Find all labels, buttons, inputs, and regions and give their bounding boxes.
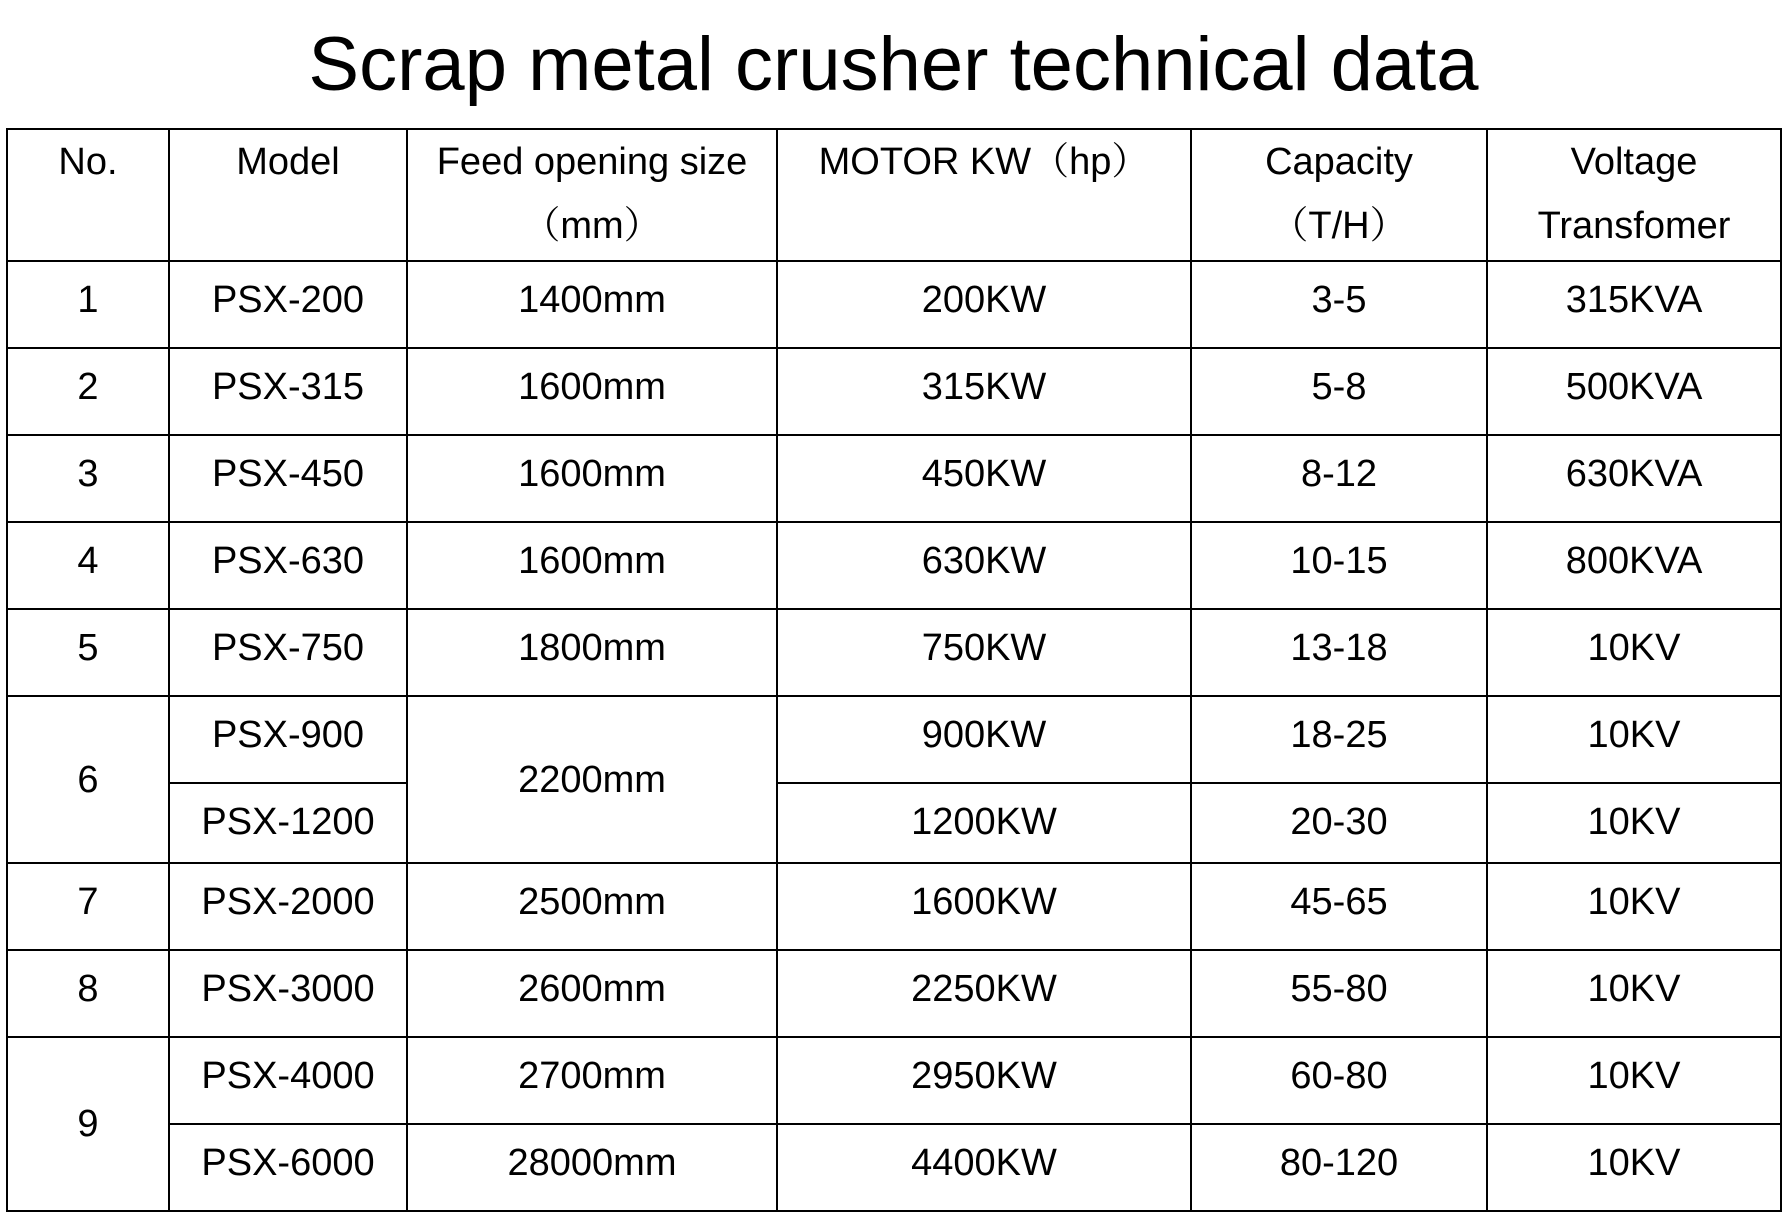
header-capacity xyxy=(1191,129,1487,261)
cell-capacity: 60-80 xyxy=(1191,1037,1487,1124)
header-row xyxy=(7,129,1781,261)
cell-motor: 200KW xyxy=(777,261,1191,348)
header-feed-opening-size xyxy=(407,129,777,261)
cell-no: 6 xyxy=(7,696,169,863)
cell-voltage: 10KV xyxy=(1487,609,1781,696)
cell-voltage: 315KVA xyxy=(1487,261,1781,348)
cell-motor: 900KW xyxy=(777,696,1191,783)
table-row xyxy=(7,348,1781,435)
header-voltage xyxy=(1487,129,1781,261)
cell-model: PSX-315 xyxy=(169,348,407,435)
cell-model: PSX-6000 xyxy=(169,1124,407,1211)
cell-model: PSX-900 xyxy=(169,696,407,783)
cell-feed: 1800mm xyxy=(407,609,777,696)
cell-no: 2 xyxy=(7,348,169,435)
cell-capacity: 5-8 xyxy=(1191,348,1487,435)
cell-motor: 2950KW xyxy=(777,1037,1191,1124)
cell-no: 4 xyxy=(7,522,169,609)
header-no: No. xyxy=(7,129,169,261)
cell-feed: 1400mm xyxy=(407,261,777,348)
cell-voltage: 10KV xyxy=(1487,1124,1781,1211)
table-row xyxy=(7,1037,1781,1124)
cell-model: PSX-1200 xyxy=(169,783,407,863)
cell-model: PSX-630 xyxy=(169,522,407,609)
header-feed-line1: Feed opening size xyxy=(436,141,748,183)
cell-feed: 1600mm xyxy=(407,435,777,522)
cell-model: PSX-450 xyxy=(169,435,407,522)
cell-capacity: 80-120 xyxy=(1191,1124,1487,1211)
cell-model: PSX-750 xyxy=(169,609,407,696)
header-voltage-line2: Transfomer xyxy=(1537,205,1731,247)
header-feed-line2: （mm） xyxy=(522,205,662,247)
cell-voltage: 10KV xyxy=(1487,863,1781,950)
cell-capacity: 3-5 xyxy=(1191,261,1487,348)
cell-motor: 4400KW xyxy=(777,1124,1191,1211)
table-row xyxy=(7,863,1781,950)
header-voltage-line1: Voltage xyxy=(1570,141,1698,183)
cell-voltage: 10KV xyxy=(1487,696,1781,783)
header-model: Model xyxy=(169,129,407,261)
table-row xyxy=(7,696,1781,783)
table-row xyxy=(7,522,1781,609)
table-row xyxy=(7,950,1781,1037)
cell-no: 8 xyxy=(7,950,169,1037)
cell-feed: 2700mm xyxy=(407,1037,777,1124)
table-row xyxy=(7,609,1781,696)
cell-model: PSX-4000 xyxy=(169,1037,407,1124)
table-row xyxy=(7,783,1781,863)
cell-capacity: 13-18 xyxy=(1191,609,1487,696)
header-capacity-line1: Capacity xyxy=(1265,141,1413,183)
page-title: Scrap metal crusher technical data xyxy=(308,22,1479,107)
cell-no: 9 xyxy=(7,1037,169,1211)
cell-voltage: 10KV xyxy=(1487,1037,1781,1124)
cell-capacity: 18-25 xyxy=(1191,696,1487,783)
cell-voltage: 800KVA xyxy=(1487,522,1781,609)
table-row xyxy=(7,261,1781,348)
cell-feed: 2200mm xyxy=(407,696,777,863)
cell-no: 7 xyxy=(7,863,169,950)
cell-voltage: 10KV xyxy=(1487,950,1781,1037)
cell-capacity: 45-65 xyxy=(1191,863,1487,950)
cell-feed: 2500mm xyxy=(407,863,777,950)
cell-feed: 28000mm xyxy=(407,1124,777,1211)
cell-model: PSX-3000 xyxy=(169,950,407,1037)
cell-voltage: 10KV xyxy=(1487,783,1781,863)
table-row xyxy=(7,435,1781,522)
header-capacity-line2: （T/H） xyxy=(1270,205,1408,247)
cell-motor: 1600KW xyxy=(777,863,1191,950)
cell-capacity: 10-15 xyxy=(1191,522,1487,609)
cell-feed: 1600mm xyxy=(407,522,777,609)
cell-feed: 2600mm xyxy=(407,950,777,1037)
cell-capacity: 8-12 xyxy=(1191,435,1487,522)
cell-no: 5 xyxy=(7,609,169,696)
cell-model: PSX-2000 xyxy=(169,863,407,950)
cell-motor: 630KW xyxy=(777,522,1191,609)
cell-no: 1 xyxy=(7,261,169,348)
cell-voltage: 500KVA xyxy=(1487,348,1781,435)
header-motor: MOTOR KW（hp） xyxy=(777,129,1191,261)
cell-motor: 2250KW xyxy=(777,950,1191,1037)
technical-data-table xyxy=(6,128,1782,1212)
cell-no: 3 xyxy=(7,435,169,522)
cell-motor: 450KW xyxy=(777,435,1191,522)
cell-motor: 750KW xyxy=(777,609,1191,696)
cell-capacity: 20-30 xyxy=(1191,783,1487,863)
cell-feed: 1600mm xyxy=(407,348,777,435)
table-row xyxy=(7,1124,1781,1211)
cell-capacity: 55-80 xyxy=(1191,950,1487,1037)
cell-motor: 315KW xyxy=(777,348,1191,435)
cell-voltage: 630KVA xyxy=(1487,435,1781,522)
cell-model: PSX-200 xyxy=(169,261,407,348)
cell-motor: 1200KW xyxy=(777,783,1191,863)
